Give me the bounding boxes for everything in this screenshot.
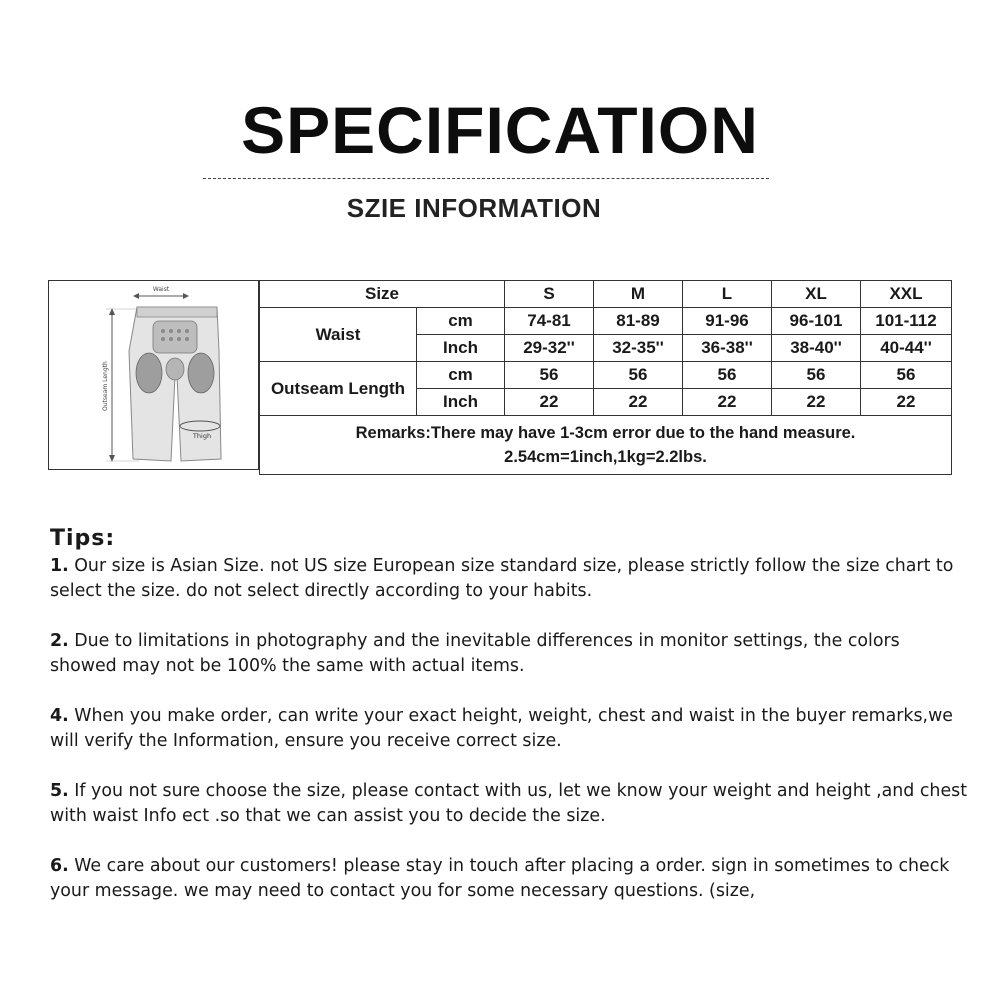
value-cell: 22: [505, 389, 594, 416]
value-cell: 56: [594, 362, 683, 389]
size-header-row: [260, 281, 952, 308]
value-cell: 81-89: [594, 308, 683, 335]
value-cell: 38-40'': [772, 335, 861, 362]
value-cell: 32-35'': [594, 335, 683, 362]
unit-cell: cm: [417, 308, 505, 335]
tip-number: 6.: [50, 856, 69, 876]
shorts-measurement-figure: [48, 280, 259, 470]
tip-number: 4.: [50, 706, 69, 726]
page-title: SPECIFICATION: [241, 93, 759, 167]
page-subtitle: SZIE INFORMATION: [346, 193, 602, 223]
tip-text: Due to limitations in photography and the inevitable differences in monitor settings, the colors showed may not be 100% the same with actual items.: [50, 631, 900, 676]
value-cell: 40-44'': [861, 335, 952, 362]
tip-item: [50, 554, 970, 604]
unit-cell: Inch: [417, 389, 505, 416]
value-cell: 36-38'': [683, 335, 772, 362]
table-row: [260, 308, 952, 335]
shorts-illustration: [49, 281, 258, 469]
value-cell: 22: [861, 389, 952, 416]
remarks-cell: [260, 416, 952, 475]
tip-text: We care about our customers! please stay in touch after placing a order. sign in sometimes to check your message. we may need to contact you for some necessary questions. (size,: [50, 856, 950, 901]
thigh-measure-label: Thigh: [192, 432, 212, 440]
value-cell: 56: [505, 362, 594, 389]
dashed-divider: [203, 178, 769, 179]
value-cell: 22: [594, 389, 683, 416]
tip-text: If you not sure choose the size, please contact with us, let we know your weight and height ,and chest with waist Info ect .so that we can assist you to decide the size.: [50, 781, 968, 826]
value-cell: 56: [772, 362, 861, 389]
unit-cell: cm: [417, 362, 505, 389]
size-header-cell: S: [505, 281, 594, 308]
tip-item: [50, 779, 970, 829]
size-chart-table: [259, 280, 952, 475]
size-header-cell: M: [594, 281, 683, 308]
value-cell: 56: [861, 362, 952, 389]
size-header-cell: XXL: [861, 281, 952, 308]
length-measure-label: Outseam Length: [102, 361, 109, 411]
row-group-label: Outseam Length: [260, 362, 417, 416]
row-group-label: Waist: [260, 308, 417, 362]
remarks-row: [260, 416, 952, 475]
tip-item: [50, 704, 970, 754]
tips-heading: Tips:: [50, 526, 116, 551]
value-cell: 101-112: [861, 308, 952, 335]
size-header-cell: L: [683, 281, 772, 308]
value-cell: 74-81: [505, 308, 594, 335]
unit-cell: Inch: [417, 335, 505, 362]
value-cell: 56: [683, 362, 772, 389]
value-cell: 29-32'': [505, 335, 594, 362]
tip-number: 1.: [50, 556, 69, 576]
tip-number: 2.: [50, 631, 69, 651]
value-cell: 96-101: [772, 308, 861, 335]
value-cell: 22: [772, 389, 861, 416]
tip-item: [50, 629, 970, 679]
tips-section: [50, 524, 970, 929]
remarks-line-2: 2.54cm=1inch,1kg=2.2lbs.: [504, 448, 707, 466]
size-header-label: Size: [260, 281, 505, 308]
value-cell: 91-96: [683, 308, 772, 335]
tip-number: 5.: [50, 781, 69, 801]
value-cell: 22: [683, 389, 772, 416]
tip-text: When you make order, can write your exact height, weight, chest and waist in the buyer remarks,we will verify the Information, ensure you receive correct size.: [50, 706, 954, 751]
size-header-cell: XL: [772, 281, 861, 308]
tip-text: Our size is Asian Size. not US size European size standard size, please strictly follow the size chart to select the size. do not select directly according to your habits.: [50, 556, 954, 601]
waist-measure-label: Waist: [152, 286, 170, 293]
tip-item: [50, 854, 970, 904]
remarks-line-1: Remarks:There may have 1-3cm error due to the hand measure.: [355, 424, 856, 442]
table-row: [260, 362, 952, 389]
